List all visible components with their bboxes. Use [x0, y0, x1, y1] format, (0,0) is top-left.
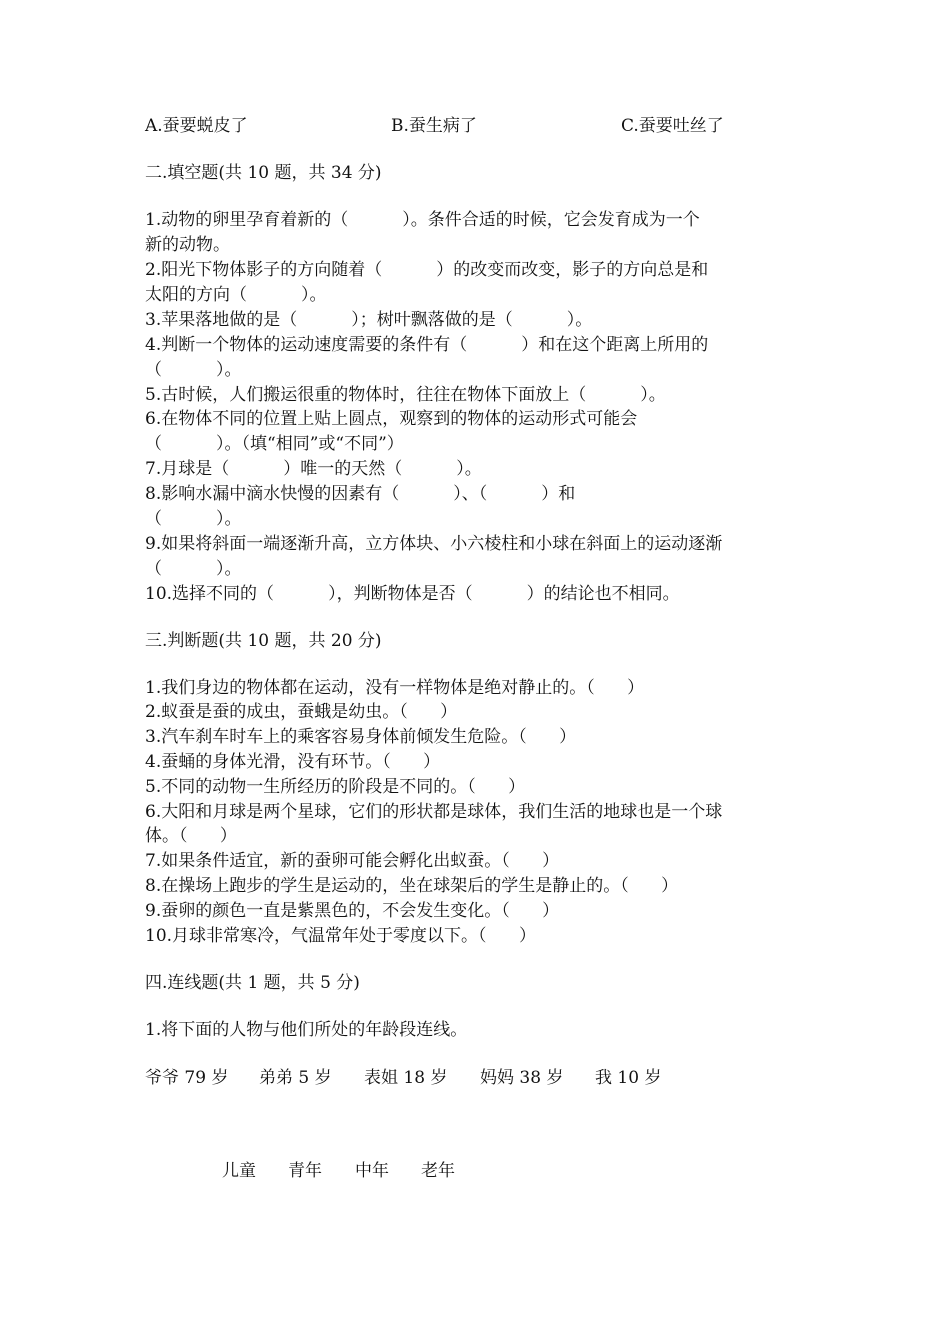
fill-blank-line: 8.影响水漏中滴水快慢的因素有（ ）、（ ）和	[145, 484, 576, 504]
section-2-heading: 二.填空题(共 10 题，共 34 分)	[145, 163, 382, 183]
true-false-line: 4.蚕蛹的身体光滑，没有环节。（ ）	[145, 752, 441, 772]
fill-blank-line: 新的动物。	[145, 235, 230, 255]
choice-option-b: B.蚕生病了	[391, 116, 477, 136]
age-stage-label: 青年	[288, 1161, 322, 1181]
fill-blank-line: 4.判断一个物体的运动速度需要的条件有（ ）和在这个距离上所用的	[145, 335, 709, 355]
section-4-heading: 四.连线题(共 1 题，共 5 分)	[145, 973, 360, 993]
fill-blank-line: 6.在物体不同的位置上贴上圆点，观察到的物体的运动形式可能会	[145, 409, 638, 429]
true-false-line: 9.蚕卵的颜色一直是紫黑色的，不会发生变化。（ ）	[145, 901, 560, 921]
age-stage-label: 中年	[355, 1161, 389, 1181]
true-false-line: 7.如果条件适宜，新的蚕卵可能会孵化出蚁蚕。（ ）	[145, 851, 560, 871]
section-3-heading: 三.判断题(共 10 题，共 20 分)	[145, 631, 382, 651]
true-false-line: 8.在操场上跑步的学生是运动的，坐在球架后的学生是静止的。（ ）	[145, 876, 679, 896]
true-false-line: 2.蚁蚕是蚕的成虫，蚕蛾是幼虫。（ ）	[145, 702, 458, 722]
true-false-line: 1.我们身边的物体都在运动，没有一样物体是绝对静止的。（ ）	[145, 678, 645, 698]
person-label: 表姐 18 岁	[364, 1068, 448, 1088]
fill-blank-line: （ ）。	[145, 559, 242, 579]
true-false-line: 5.不同的动物一生所经历的阶段是不同的。（ ）	[145, 777, 526, 797]
person-label: 爷爷 79 岁	[145, 1068, 229, 1088]
person-label: 妈妈 38 岁	[480, 1068, 564, 1088]
fill-blank-line: 10.选择不同的（ ），判断物体是否（ ）的结论也不相同。	[145, 584, 680, 604]
choice-option-c: C.蚕要吐丝了	[621, 116, 724, 136]
fill-blank-line: 9.如果将斜面一端逐渐升高，立方体块、小六棱柱和小球在斜面上的运动逐渐	[145, 534, 723, 554]
person-label: 我 10 岁	[595, 1068, 662, 1088]
person-label: 弟弟 5 岁	[259, 1068, 332, 1088]
fill-blank-line: 7.月球是（ ）唯一的天然（ ）。	[145, 459, 482, 479]
fill-blank-line: 3.苹果落地做的是（ ）；树叶飘落做的是（ ）。	[145, 310, 593, 330]
true-false-line: 3.汽车刹车时车上的乘客容易身体前倾发生危险。（ ）	[145, 727, 577, 747]
true-false-line: 6.大阳和月球是两个星球，它们的形状都是球体，我们生活的地球也是一个球	[145, 802, 723, 822]
fill-blank-line: （ ）。（填“相同”或“不同”）	[145, 434, 404, 454]
true-false-line: 体。（ ）	[145, 826, 237, 846]
matching-question: 1.将下面的人物与他们所处的年龄段连线。	[145, 1020, 468, 1040]
fill-blank-line: （ ）。	[145, 509, 242, 529]
choice-option-a: A.蚕要蜕皮了	[145, 116, 248, 136]
fill-blank-line: 太阳的方向（ ）。	[145, 285, 327, 305]
fill-blank-line: 5.古时候，人们搬运很重的物体时，往往在物体下面放上（ ）。	[145, 385, 666, 405]
fill-blank-line: （ ）。	[145, 360, 242, 380]
fill-blank-line: 1.动物的卵里孕育着新的（ ）。条件合适的时候，它会发育成为一个	[145, 210, 700, 230]
fill-blank-line: 2.阳光下物体影子的方向随着（ ）的改变而改变，影子的方向总是和	[145, 260, 709, 280]
true-false-line: 10.月球非常寒冷，气温常年处于零度以下。（ ）	[145, 926, 536, 946]
age-stage-label: 老年	[421, 1161, 455, 1181]
age-stage-label: 儿童	[222, 1161, 256, 1181]
